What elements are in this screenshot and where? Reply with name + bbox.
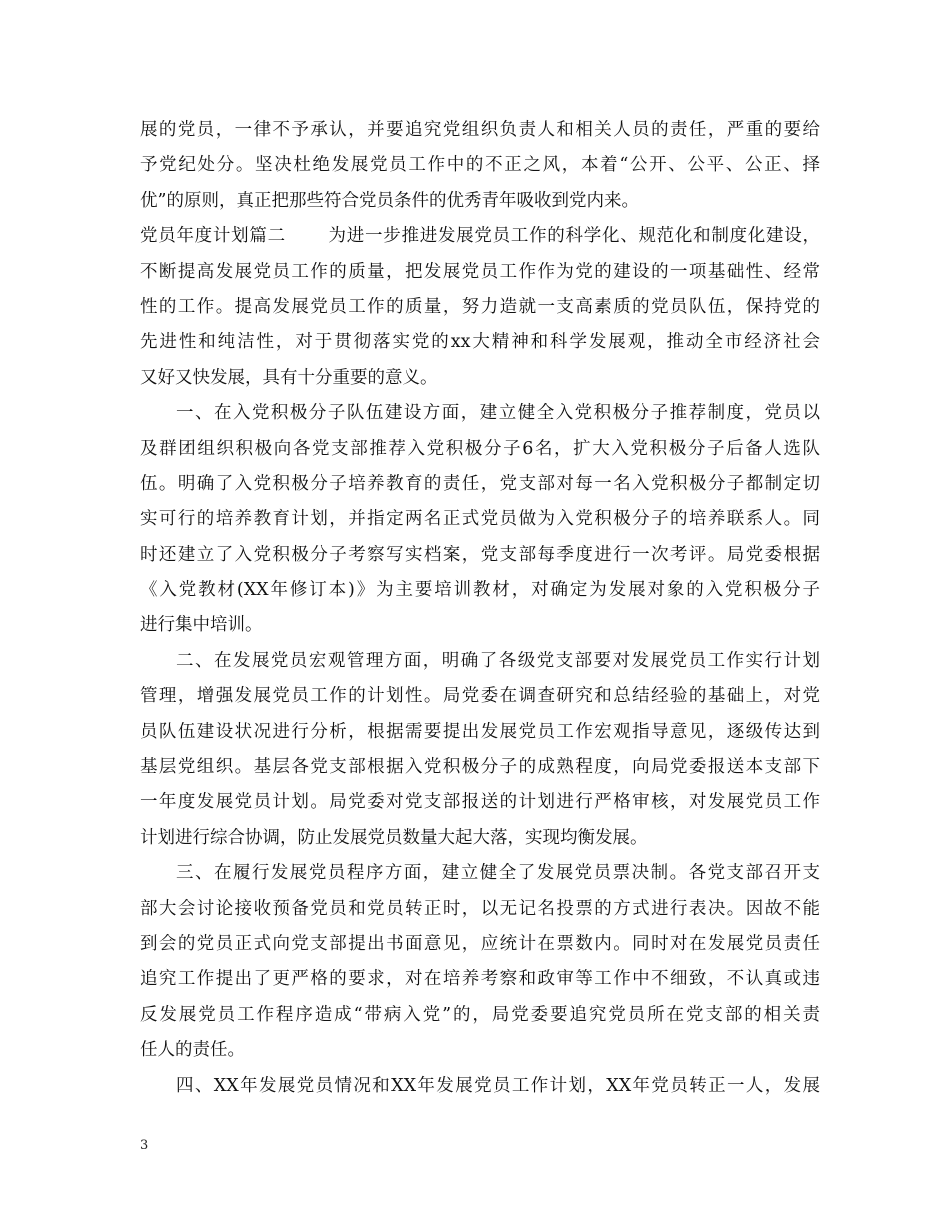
page-number: 3 bbox=[140, 1138, 149, 1153]
text-line: 追究工作提出了更严格的要求，对在培养考察和政审等工作中不细致，不认真或违 bbox=[140, 969, 820, 990]
text-line: 任人的责任。 bbox=[140, 1040, 245, 1061]
text-line: 实可行的培养教育计划，并指定两名正式党员做为入党积极分子的培养联系人。同 bbox=[140, 509, 820, 530]
document-body bbox=[140, 113, 820, 1104]
text-line: 计划进行综合协调，防止发展党员数量大起大落，实现均衡发展。 bbox=[140, 827, 648, 848]
paragraph-first-line: 三、在履行发展党员程序方面，建立健全了发展党员票决制。各党支部召开支 bbox=[176, 863, 820, 884]
section-title: 党员年度计划篇二 bbox=[140, 226, 286, 247]
text-line: 性的工作。提高发展党员工作的质量，努力造就一支高素质的党员队伍，保持党的 bbox=[140, 296, 820, 317]
text-line: 展的党员，一律不予承认，并要追究党组织负责人和相关人员的责任，严重的要给 bbox=[140, 120, 820, 140]
text-line: 又好又快发展，具有十分重要的意义。 bbox=[140, 367, 438, 388]
text-line: 部大会讨论接收预备党员和党员转正时，以无记名投票的方式进行表决。因故不能 bbox=[140, 898, 820, 919]
section-intro-text: 为进一步推进发展党员工作的科学化、规范化和制度化建设， bbox=[327, 226, 820, 247]
paragraph-first-line: 一、在入党积极分子队伍建设方面，建立健全入党积极分子推荐制度，党员以 bbox=[176, 403, 820, 424]
text-line: 伍。明确了入党积极分子培养教育的责任，党支部对每一名入党积极分子都制定切 bbox=[140, 473, 820, 494]
text-line: 先进性和纯洁性，对于贯彻落实党的xx大精神和科学发展观，推动全市经济社会 bbox=[140, 332, 820, 353]
paragraph-first-line: 四、XX年发展党员情况和XX年发展党员工作计划，XX年党员转正一人，发展 bbox=[176, 1075, 820, 1096]
text-line: 员队伍建设状况进行分析，根据需要提出发展党员工作宏观指导意见，逐级传达到 bbox=[140, 721, 820, 742]
paragraph-first-line: 二、在发展党员宏观管理方面，明确了各级党支部要对发展党员工作实行计划 bbox=[176, 650, 820, 671]
text-line: 不断提高发展党员工作的质量，把发展党员工作作为党的建设的一项基础性、经常 bbox=[140, 261, 820, 282]
text-line: 到会的党员正式向党支部提出书面意见，应统计在票数内。同时对在发展党员责任 bbox=[140, 933, 820, 954]
text-line: 时还建立了入党积极分子考察写实档案，党支部每季度进行一次考评。局党委根据 bbox=[140, 544, 820, 565]
text-line: 优”的原则，真正把那些符合党员条件的优秀青年吸收到党内来。 bbox=[140, 190, 639, 211]
text-line: 一年度发展党员计划。局党委对党支部报送的计划进行严格审核，对发展党员工作 bbox=[140, 792, 820, 813]
text-line: 基层党组织。基层各党支部根据入党积极分子的成熟程度，向局党委报送本支部下 bbox=[140, 757, 820, 778]
text-line: 予党纪处分。坚决杜绝发展党员工作中的不正之风，本着“公开、公平、公正、择 bbox=[140, 155, 820, 176]
text-line: 进行集中培训。 bbox=[140, 615, 263, 636]
text-line: 及群团组织积极向各党支部推荐入党积极分子6名，扩大入党积极分子后备人选队 bbox=[140, 438, 820, 459]
section-heading-line bbox=[140, 219, 820, 254]
text-line: 反发展党员工作程序造成“带病入党”的，局党委要追究党员所在党支部的相关责 bbox=[140, 1004, 820, 1025]
text-line: 《入党教材(XX年修订本)》为主要培训教材，对确定为发展对象的入党积极分子 bbox=[140, 580, 820, 601]
text-line: 管理，增强发展党员工作的计划性。局党委在调查研究和总结经验的基础上，对党 bbox=[140, 686, 820, 707]
